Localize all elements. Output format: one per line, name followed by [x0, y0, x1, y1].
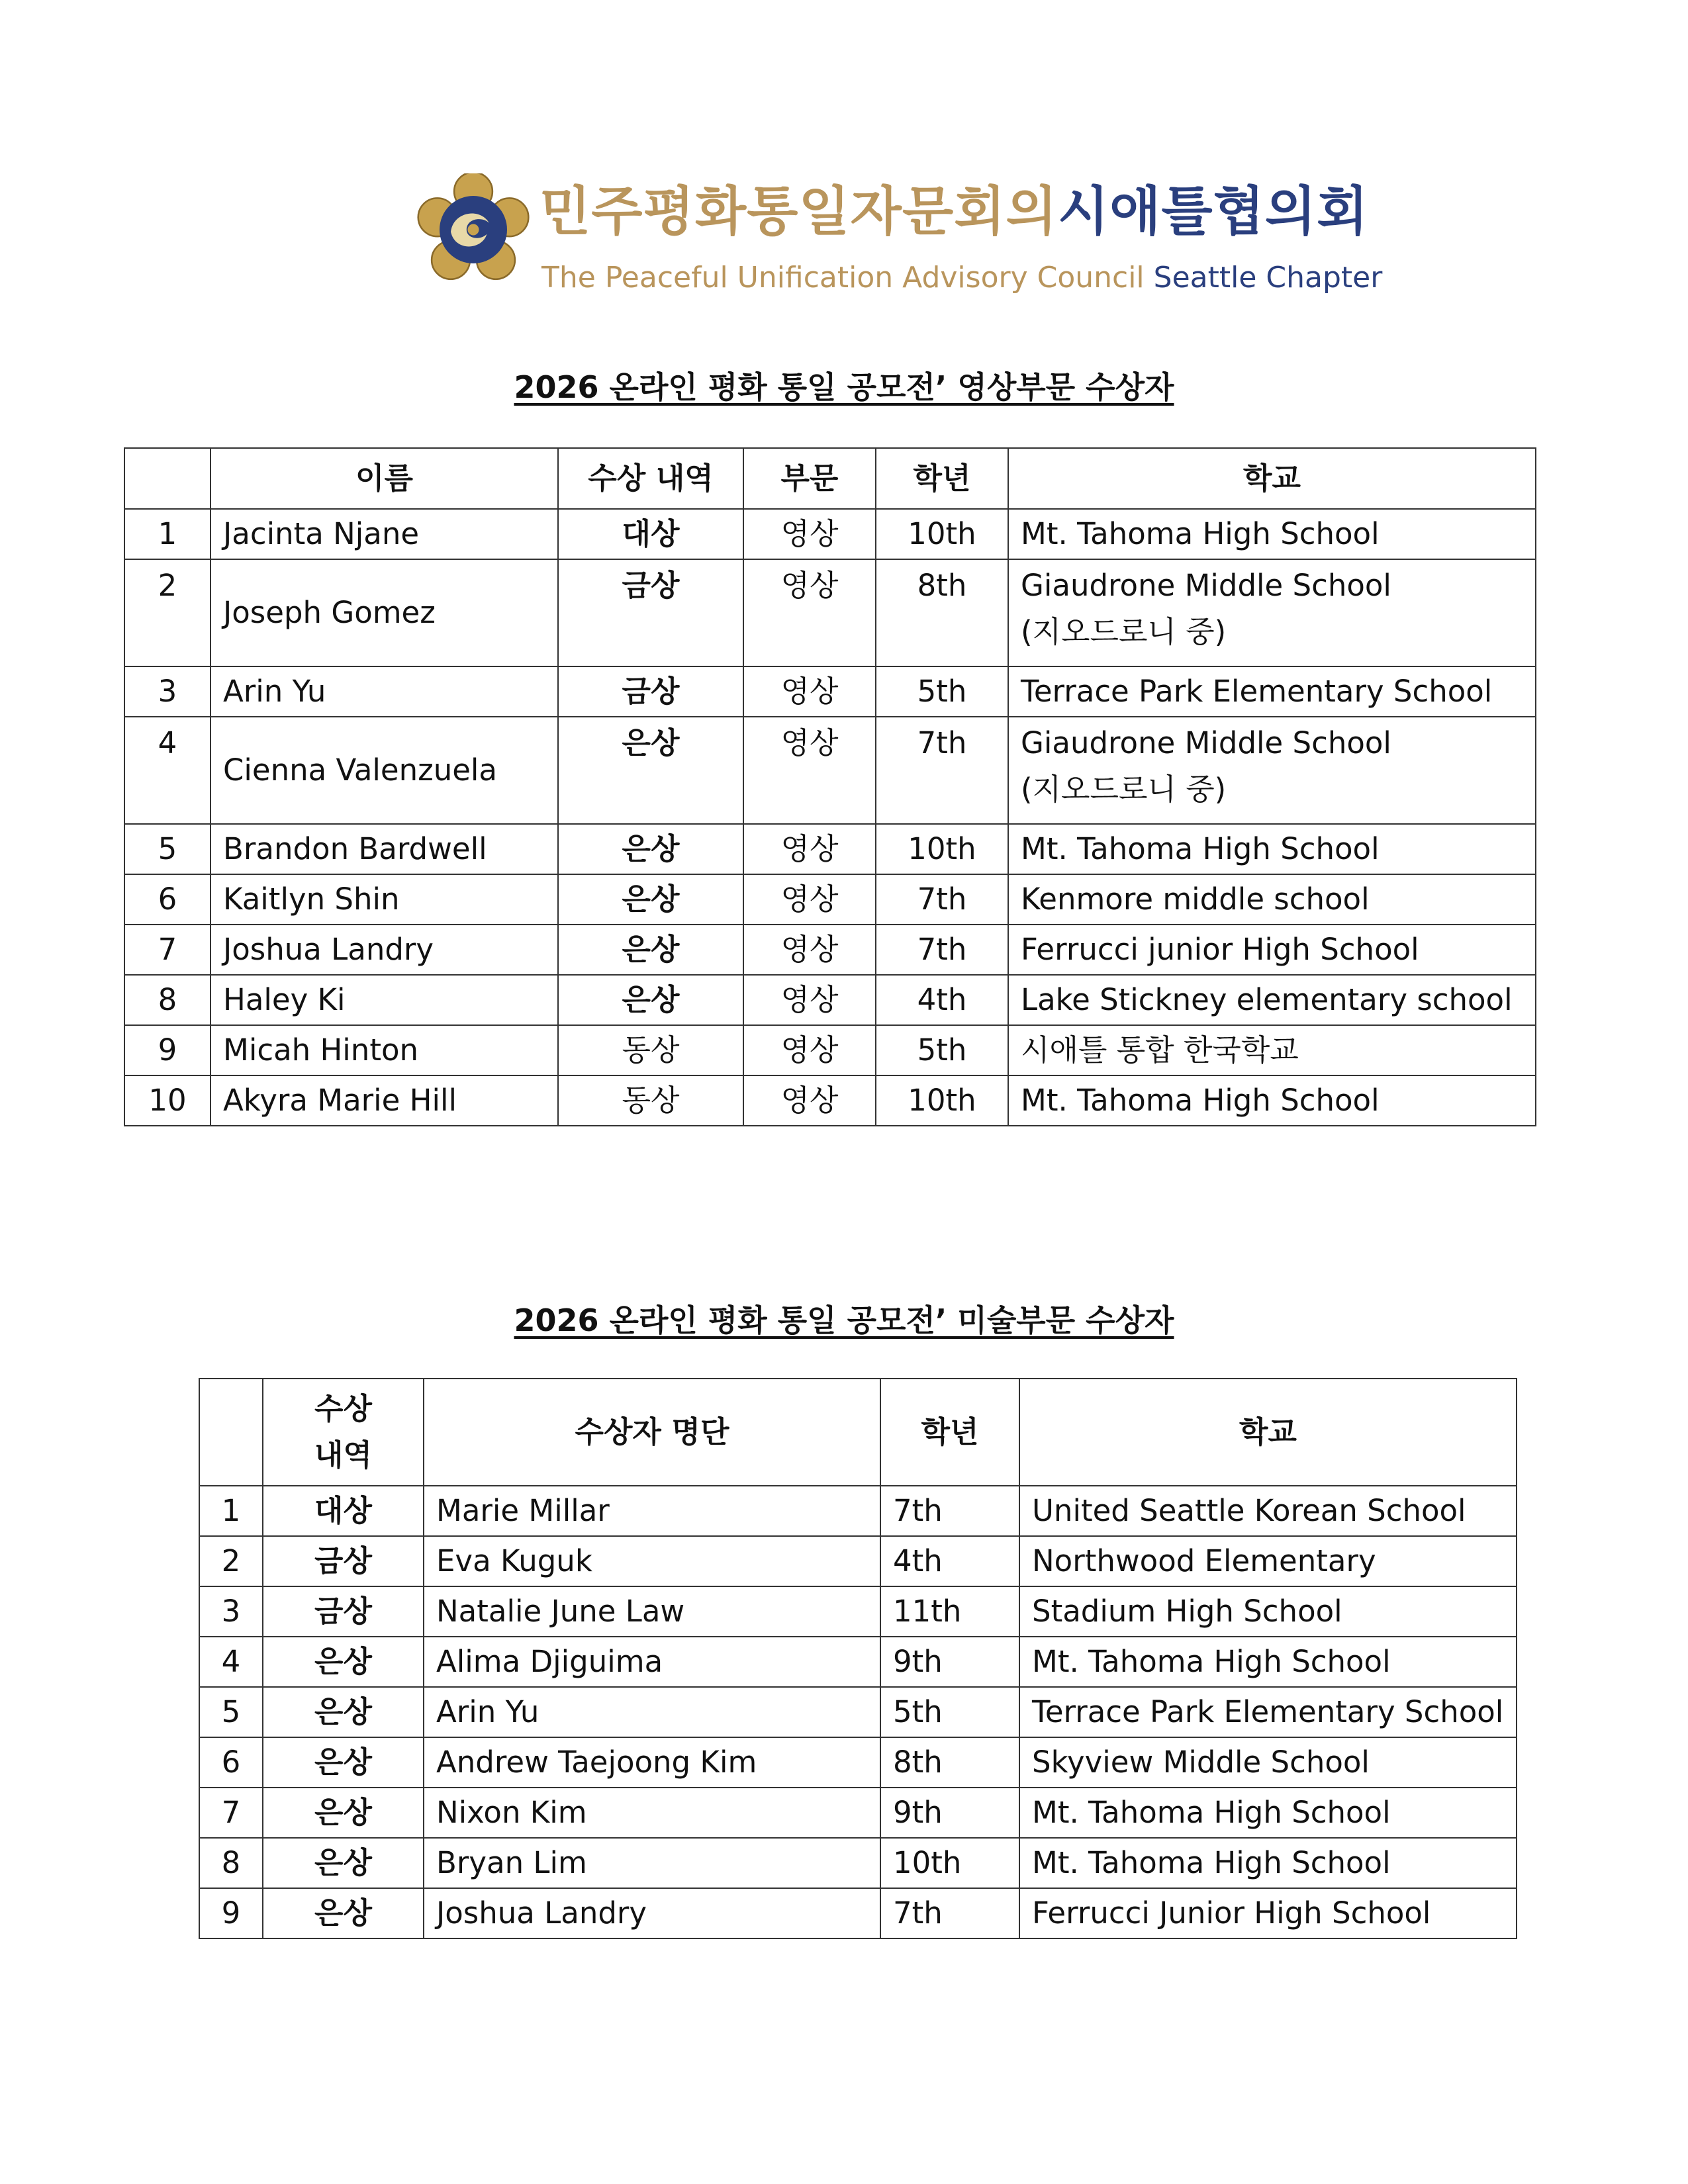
rose-of-sharon-emblem-icon: [417, 173, 530, 286]
table-row: [124, 509, 1536, 559]
winner-name: Marie Millar: [424, 1486, 880, 1536]
header-school: 학교: [1008, 448, 1536, 509]
school: Terrace Park Elementary School: [1019, 1687, 1517, 1737]
category: 영상: [743, 1075, 876, 1126]
winner-name: Andrew Taejoong Kim: [424, 1737, 880, 1788]
org-name-english: The Peaceful Unification Advisory Council Seattle Chapter: [541, 261, 1383, 295]
header-name: 이름: [211, 448, 558, 509]
header-award: [263, 1379, 424, 1486]
grade: 11th: [880, 1586, 1019, 1637]
winner-name: Haley Ki: [211, 975, 558, 1025]
grade: 5th: [876, 1025, 1008, 1075]
winner-name: Kaitlyn Shin: [211, 874, 558, 925]
category: 영상: [743, 559, 876, 666]
grade: 10th: [880, 1838, 1019, 1888]
art-section-title: 2026 온라인 평화 통일 공모전’ 미술부문 수상자: [514, 1302, 1174, 1338]
category: 영상: [743, 1025, 876, 1075]
category: 영상: [743, 824, 876, 874]
winner-name: Joshua Landry: [424, 1888, 880, 1938]
table-row: [124, 717, 1536, 824]
row-num: 6: [124, 874, 211, 925]
video-winners-table: [124, 447, 1536, 1126]
header-num: [124, 448, 211, 509]
award: 은상: [558, 925, 743, 975]
grade: 7th: [880, 1888, 1019, 1938]
award: 금상: [263, 1536, 424, 1586]
award: 은상: [263, 1838, 424, 1888]
winner-name: Joseph Gomez: [211, 559, 558, 666]
school-line-2: (지오드로니 중): [1021, 614, 1227, 649]
row-num: 8: [124, 975, 211, 1025]
award: 은상: [558, 824, 743, 874]
winner-name: Bryan Lim: [424, 1838, 880, 1888]
award: 은상: [558, 717, 743, 824]
header-num: [199, 1379, 263, 1486]
winner-name: Natalie June Law: [424, 1586, 880, 1637]
grade: 8th: [880, 1737, 1019, 1788]
row-num: 2: [199, 1536, 263, 1586]
header-award-line-1: 수상: [314, 1391, 372, 1427]
winner-name: Brandon Bardwell: [211, 824, 558, 874]
row-num: 9: [124, 1025, 211, 1075]
school: Mt. Tahoma High School: [1019, 1838, 1517, 1888]
award: 대상: [558, 509, 743, 559]
category: 영상: [743, 509, 876, 559]
header-award-line-2: 내역: [314, 1437, 372, 1473]
table-row: [199, 1486, 1517, 1536]
winner-name: Akyra Marie Hill: [211, 1075, 558, 1126]
row-num: 5: [199, 1687, 263, 1737]
row-num: 1: [124, 509, 211, 559]
header-school: 학교: [1019, 1379, 1517, 1486]
category: 영상: [743, 874, 876, 925]
table-row: [199, 1536, 1517, 1586]
video-section-title: 2026 온라인 평화 통일 공모전’ 영상부문 수상자: [514, 369, 1174, 405]
award: 은상: [263, 1687, 424, 1737]
winner-name: Arin Yu: [424, 1687, 880, 1737]
school: Northwood Elementary: [1019, 1536, 1517, 1586]
winner-name: Eva Kuguk: [424, 1536, 880, 1586]
row-num: 4: [199, 1637, 263, 1687]
award: 은상: [263, 1888, 424, 1938]
school: Stadium High School: [1019, 1586, 1517, 1637]
row-num: 7: [199, 1788, 263, 1838]
org-name-korean: 민주평화통일자문회의시애틀협의회: [539, 181, 1369, 242]
winner-name: Arin Yu: [211, 666, 558, 717]
category: 영상: [743, 666, 876, 717]
award: 금상: [558, 559, 743, 666]
table-row: [124, 874, 1536, 925]
award: 은상: [558, 975, 743, 1025]
winner-name: Alima Djiguima: [424, 1637, 880, 1687]
grade: 9th: [880, 1788, 1019, 1838]
category: 영상: [743, 717, 876, 824]
school: [1008, 559, 1536, 666]
table-row: [199, 1888, 1517, 1938]
row-num: 2: [124, 559, 211, 666]
school: Lake Stickney elementary school: [1008, 975, 1536, 1025]
school: Ferrucci Junior High School: [1019, 1888, 1517, 1938]
table-row: [199, 1788, 1517, 1838]
table-row: [124, 666, 1536, 717]
category: 영상: [743, 925, 876, 975]
award: 동상: [558, 1025, 743, 1075]
org-logo: [417, 165, 1383, 311]
table-header-row: [124, 448, 1536, 509]
school: Terrace Park Elementary School: [1008, 666, 1536, 717]
header-grade: 학년: [880, 1379, 1019, 1486]
winner-name: Nixon Kim: [424, 1788, 880, 1838]
award: 금상: [558, 666, 743, 717]
school: [1008, 717, 1536, 824]
row-num: 6: [199, 1737, 263, 1788]
award: 은상: [263, 1637, 424, 1687]
table-row: [124, 925, 1536, 975]
table-row: [124, 1075, 1536, 1126]
grade: 4th: [880, 1536, 1019, 1586]
winner-name: Micah Hinton: [211, 1025, 558, 1075]
row-num: 9: [199, 1888, 263, 1938]
school: Ferrucci junior High School: [1008, 925, 1536, 975]
grade: 9th: [880, 1637, 1019, 1687]
row-num: 8: [199, 1838, 263, 1888]
art-winners-table: [199, 1378, 1517, 1939]
school-line-1: Giaudrone Middle School: [1021, 725, 1391, 760]
award: 동상: [558, 1075, 743, 1126]
row-num: 3: [199, 1586, 263, 1637]
row-num: 1: [199, 1486, 263, 1536]
table-row: [199, 1838, 1517, 1888]
winner-name: Joshua Landry: [211, 925, 558, 975]
grade: 4th: [876, 975, 1008, 1025]
grade: 7th: [876, 925, 1008, 975]
header-award: 수상 내역: [558, 448, 743, 509]
award: 은상: [263, 1737, 424, 1788]
table-row: [199, 1687, 1517, 1737]
table-row: [199, 1637, 1517, 1687]
category: 영상: [743, 975, 876, 1025]
grade: 10th: [876, 1075, 1008, 1126]
row-num: 10: [124, 1075, 211, 1126]
school: Mt. Tahoma High School: [1019, 1788, 1517, 1838]
award: 은상: [263, 1788, 424, 1838]
grade: 10th: [876, 824, 1008, 874]
award: 은상: [558, 874, 743, 925]
grade: 5th: [876, 666, 1008, 717]
table-row: [124, 824, 1536, 874]
grade: 5th: [880, 1687, 1019, 1737]
row-num: 3: [124, 666, 211, 717]
school: Mt. Tahoma High School: [1008, 1075, 1536, 1126]
table-row: [124, 559, 1536, 666]
table-row: [124, 1025, 1536, 1075]
school-line-2: (지오드로니 중): [1021, 771, 1227, 807]
row-num: 5: [124, 824, 211, 874]
school: Mt. Tahoma High School: [1008, 509, 1536, 559]
school: United Seattle Korean School: [1019, 1486, 1517, 1536]
grade: 7th: [876, 874, 1008, 925]
winner-name: Jacinta Njane: [211, 509, 558, 559]
school: 시애틀 통합 한국학교: [1008, 1025, 1536, 1075]
header-category: 부문: [743, 448, 876, 509]
school: Kenmore middle school: [1008, 874, 1536, 925]
row-num: 4: [124, 717, 211, 824]
award: 금상: [263, 1586, 424, 1637]
school-line-1: Giaudrone Middle School: [1021, 568, 1391, 603]
header-name: 수상자 명단: [424, 1379, 880, 1486]
winner-name: Cienna Valenzuela: [211, 717, 558, 824]
table-header-row: [199, 1379, 1517, 1486]
school: Mt. Tahoma High School: [1008, 824, 1536, 874]
grade: 10th: [876, 509, 1008, 559]
row-num: 7: [124, 925, 211, 975]
school: Mt. Tahoma High School: [1019, 1637, 1517, 1687]
grade: 8th: [876, 559, 1008, 666]
award: 대상: [263, 1486, 424, 1536]
school: Skyview Middle School: [1019, 1737, 1517, 1788]
table-row: [199, 1737, 1517, 1788]
table-row: [199, 1586, 1517, 1637]
grade: 7th: [876, 717, 1008, 824]
grade: 7th: [880, 1486, 1019, 1536]
header-grade: 학년: [876, 448, 1008, 509]
table-row: [124, 975, 1536, 1025]
